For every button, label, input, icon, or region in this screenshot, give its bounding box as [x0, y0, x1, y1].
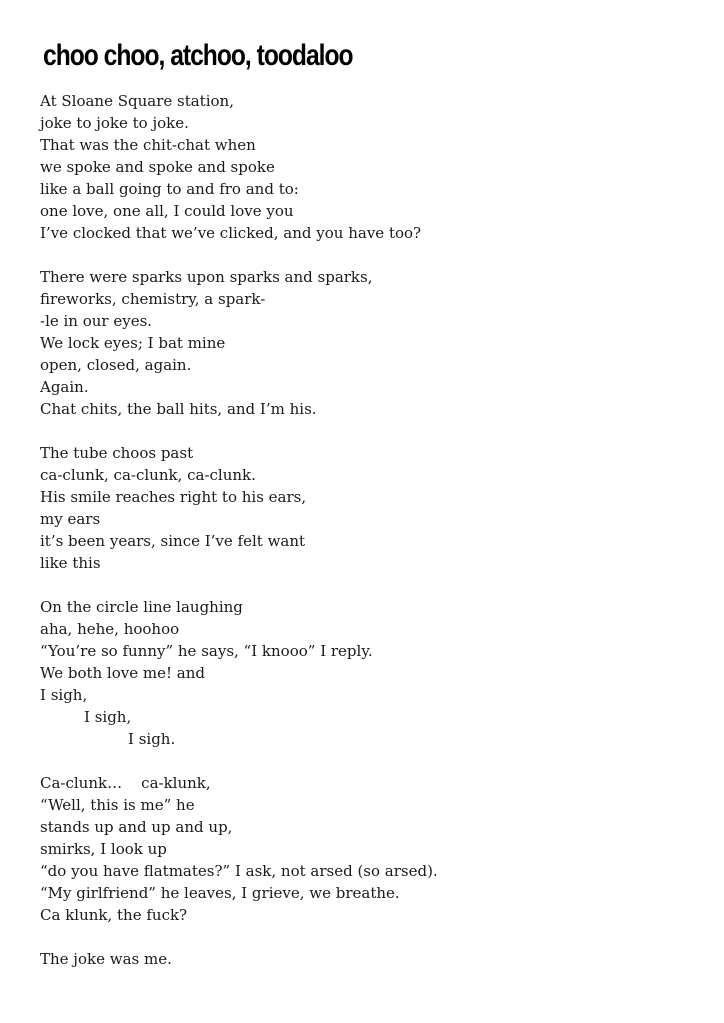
poem-line: The joke was me. [40, 950, 172, 968]
stanza-4 [40, 596, 438, 750]
poem-line: we spoke and spoke and spoke [40, 158, 275, 176]
poem-title: choo choo, atchoo, toodaloo [43, 39, 353, 72]
poem-line: Chat chits, the ball hits, and I’m his. [40, 400, 317, 418]
poem-line: smirks, I look up [40, 840, 167, 858]
poem-body [40, 90, 438, 992]
stanza-1 [40, 90, 438, 244]
poem-line: His smile reaches right to his ears, [40, 488, 307, 506]
poem-line: one love, one all, I could love you [40, 202, 294, 220]
stanza-2 [40, 266, 438, 420]
poem-line: stands up and up and up, [40, 818, 233, 836]
poem-line: That was the chit-chat when [40, 136, 256, 154]
poem-line: “Well, this is me” he [40, 796, 195, 814]
poem-line: Ca klunk, the fuck? [40, 906, 188, 924]
poem-line: joke to joke to joke. [40, 114, 189, 132]
poem-line: it’s been years, since I’ve felt want [40, 532, 306, 550]
poem-line: I sigh, [84, 708, 132, 726]
poem-line: The tube choos past [40, 444, 194, 462]
poem-line: ca-clunk, ca-clunk, ca-clunk. [40, 466, 256, 484]
stanza-3 [40, 442, 438, 574]
poem-line: I sigh, [40, 686, 88, 704]
poem-line: “You’re so funny” he says, “I knooo” I reply. [40, 642, 373, 660]
poem-line: aha, hehe, hoohoo [40, 620, 180, 638]
poem-line: We both love me! and [40, 664, 205, 682]
poem-line: “do you have flatmates?” I ask, not arsed (so arsed). [40, 862, 438, 880]
poem-line: like this [40, 554, 101, 572]
stanza-5 [40, 772, 438, 926]
poem-line: “My girlfriend” he leaves, I grieve, we breathe. [40, 884, 400, 902]
poem-line: Again. [40, 378, 89, 396]
poem-line: -le in our eyes. [40, 312, 153, 330]
poem-line: like a ball going to and fro and to: [40, 180, 299, 198]
poem-line: There were sparks upon sparks and sparks, [40, 268, 373, 286]
poem-line: On the circle line laughing [40, 598, 243, 616]
stanza-6 [40, 948, 438, 970]
poem-line: I’ve clocked that we’ve clicked, and you have too? [40, 224, 422, 242]
poem-line: At Sloane Square station, [40, 92, 234, 110]
poem-line: I sigh. [128, 730, 176, 748]
poem-line: my ears [40, 510, 101, 528]
poem-line: Ca-clunk… ca-klunk, [40, 774, 211, 792]
poem-line: We lock eyes; I bat mine [40, 334, 226, 352]
poem-line: fireworks, chemistry, a spark- [40, 290, 266, 308]
poem-line: open, closed, again. [40, 356, 192, 374]
